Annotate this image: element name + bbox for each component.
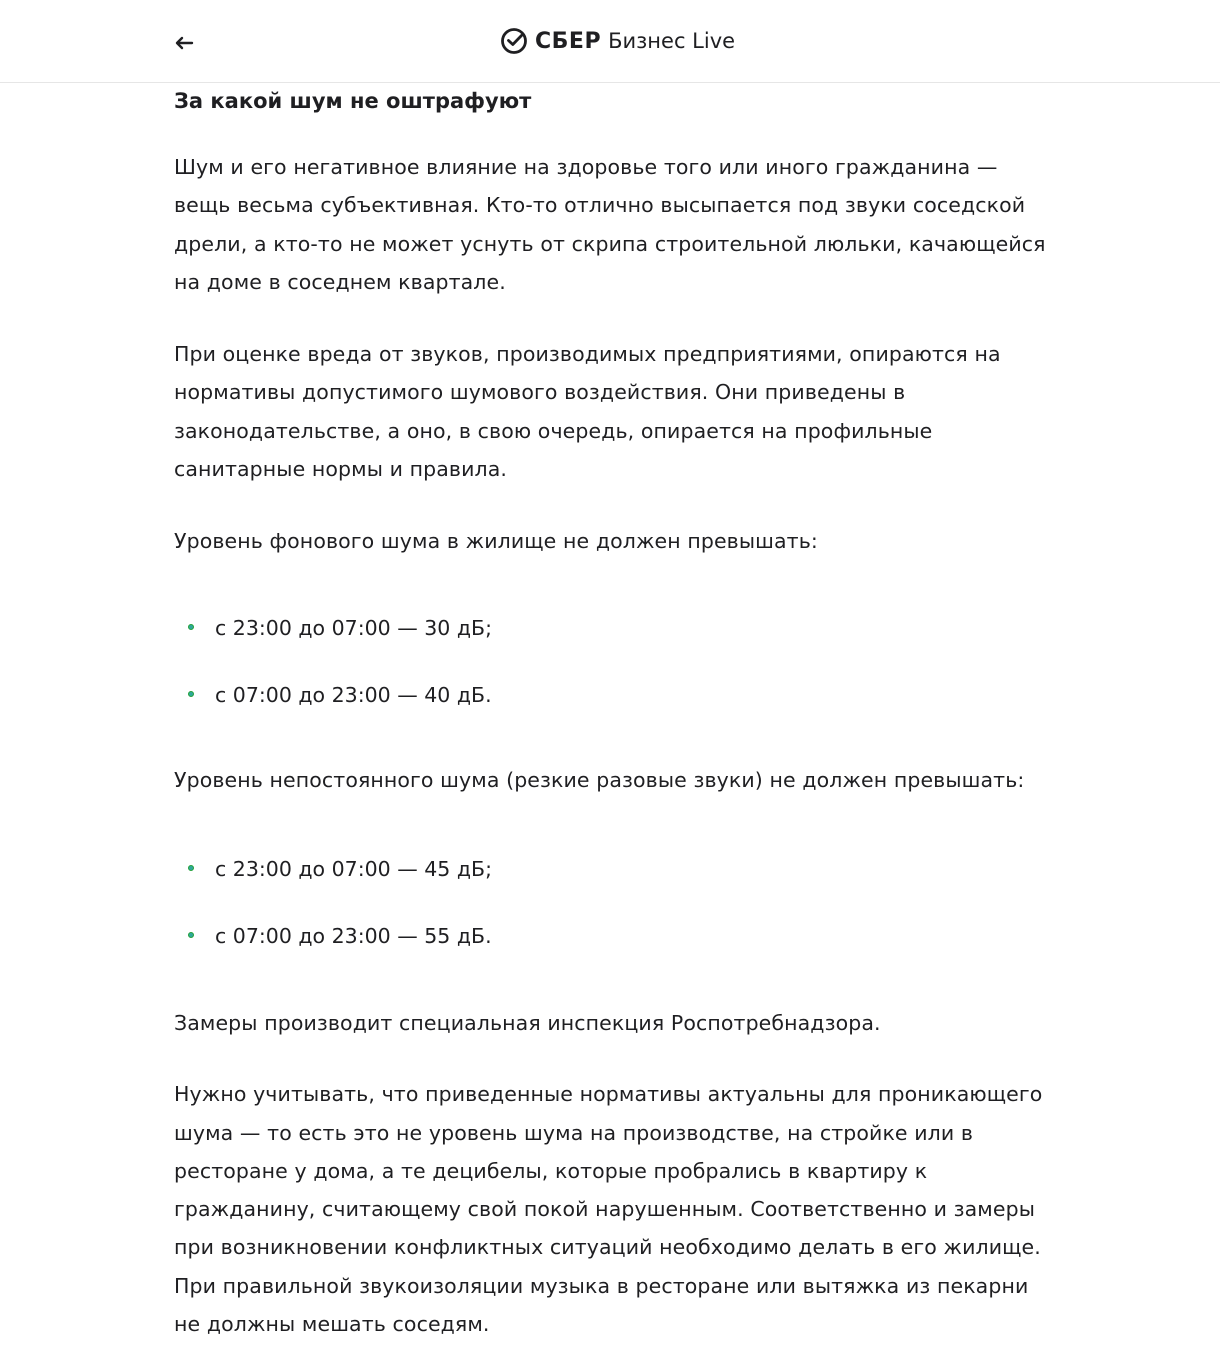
list-item: с 23:00 до 07:00 — 45 дБ; (174, 850, 1054, 888)
list-item: с 07:00 до 23:00 — 55 дБ. (174, 917, 1054, 955)
logo-subtitle: Бизнес Live (608, 29, 736, 53)
paragraph: При оценке вреда от звуков, производимых предприятиями, опираются на нормативы допустимого шумового воздействия. Они приведены в законодательстве, а оно, в свою очередь, опирается на профильные санитарные нормы и правила. (174, 342, 1001, 482)
intermittent-noise-list (174, 850, 1054, 955)
site-logo[interactable] (500, 26, 735, 56)
back-button[interactable] (172, 30, 196, 54)
section-heading: За какой шум не оштрафуют (174, 89, 532, 113)
logo-brand: СБЕР (535, 28, 602, 54)
list-item: с 07:00 до 23:00 — 40 дБ. (174, 676, 1054, 714)
sber-check-icon (500, 27, 528, 55)
list-intro: Уровень непостоянного шума (резкие разовые звуки) не должен превышать: (174, 767, 1025, 792)
site-header (0, 0, 1220, 83)
list-intro: Уровень фонового шума в жилище не должен превышать: (174, 529, 818, 554)
bullet-icon (188, 932, 194, 938)
paragraph: Замеры производит специальная инспекция Роспотребнадзора. (174, 1010, 881, 1035)
paragraph: Нужно учитывать, что приведенные нормативы актуальны для проникающего шума — то есть это не уровень шума на производстве, на стройке или в ресторане у дома, а те децибелы, которые пробрались в квартиру к гражданину, считающему свой покой нарушенным. Соответственно и замеры при возникновении конфликтных ситуаций необходимо делать в его жилище. При правильной звукоизоляции музыка в ресторане или вытяжка из пекарни не должны мешать соседям. (174, 1082, 1043, 1337)
bullet-icon (188, 691, 194, 697)
background-noise-list (174, 609, 1054, 714)
bullet-icon (188, 624, 194, 630)
article-body (174, 82, 1054, 1343)
paragraph: Шум и его негативное влияние на здоровье того или иного гражданина — вещь весьма субъективная. Кто-то отлично высыпается под звуки соседской дрели, а кто-то не может уснуть от скрипа строительной люльки, качающейся на доме в соседнем квартале. (174, 155, 1046, 294)
arrow-left-icon (172, 30, 196, 54)
bullet-icon (188, 865, 194, 871)
list-item: с 23:00 до 07:00 — 30 дБ; (174, 609, 1054, 647)
